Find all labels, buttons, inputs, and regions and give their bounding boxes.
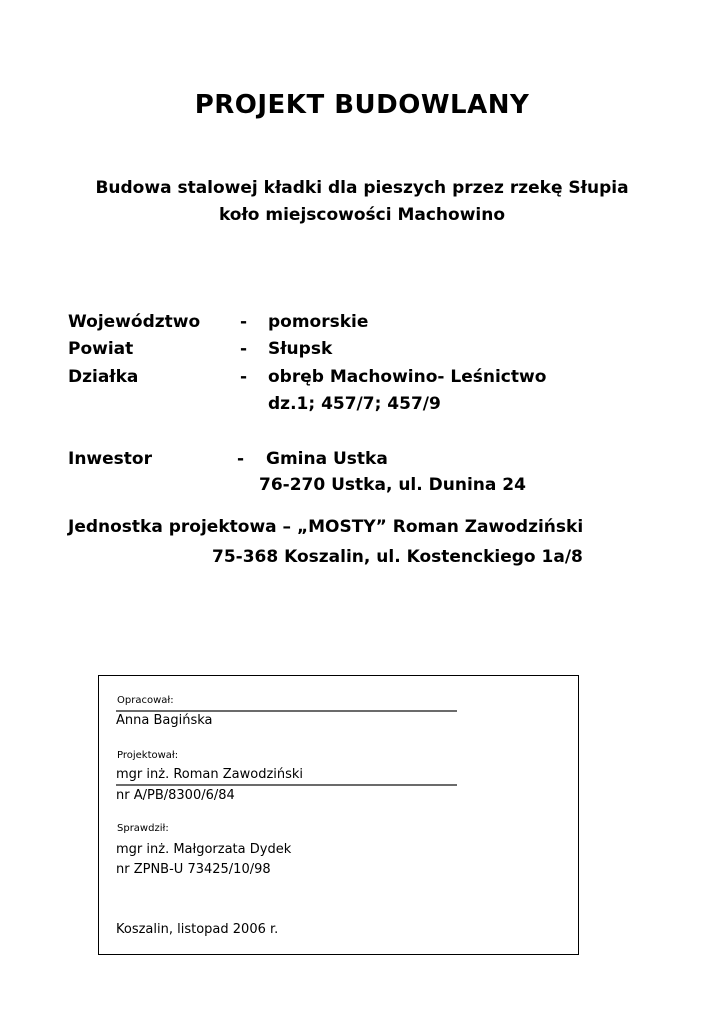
label-dzialka: Działka	[68, 367, 139, 387]
label-wojewodztwo: Województwo	[68, 312, 201, 332]
value-dzialka: obręb Machowino- Leśnictwo	[268, 367, 547, 387]
designed-by-name: mgr inż. Roman Zawodziński	[116, 767, 304, 782]
value-inwestor: Gmina Ustka	[266, 449, 388, 469]
value-wojewodztwo: pomorskie	[268, 312, 369, 332]
designed-by-license: nr A/PB/8300/6/84	[116, 788, 235, 803]
project-subtitle-line1: Budowa stalowej kładki dla pieszych przez rzekę Słupia	[95, 178, 629, 198]
prepared-by-label: Opracował:	[117, 695, 174, 706]
designed-by-label: Projektował:	[117, 750, 179, 761]
document-title: PROJEKT BUDOWLANY	[194, 90, 530, 120]
separator-wojewodztwo: -	[240, 312, 248, 332]
separator-powiat: -	[240, 339, 248, 359]
investor-address: 76-270 Ustka, ul. Dunina 24	[259, 475, 526, 495]
place-and-date: Koszalin, listopad 2006 r.	[116, 922, 279, 937]
checked-by-license: nr ZPNB-U 73425/10/98	[116, 862, 271, 877]
separator-dzialka: -	[240, 367, 248, 387]
value-dzialka-numbers: dz.1; 457/7; 457/9	[268, 394, 441, 414]
label-powiat: Powiat	[68, 339, 134, 359]
design-unit-address: 75-368 Koszalin, ul. Kostenckiego 1a/8	[212, 547, 583, 567]
prepared-by-name: Anna Bagińska	[116, 713, 213, 728]
signature-line-designed	[116, 784, 457, 786]
design-unit-line: Jednostka projektowa – „MOSTY” Roman Zawodziński	[68, 517, 584, 537]
checked-by-name: mgr inż. Małgorzata Dydek	[116, 842, 292, 857]
project-subtitle-line2: koło miejscowości Machowino	[218, 205, 506, 225]
signature-line-prepared	[116, 710, 457, 712]
label-inwestor: Inwestor	[68, 449, 152, 469]
separator-inwestor: -	[237, 449, 245, 469]
value-powiat: Słupsk	[268, 339, 333, 359]
checked-by-label: Sprawdził:	[117, 823, 169, 834]
